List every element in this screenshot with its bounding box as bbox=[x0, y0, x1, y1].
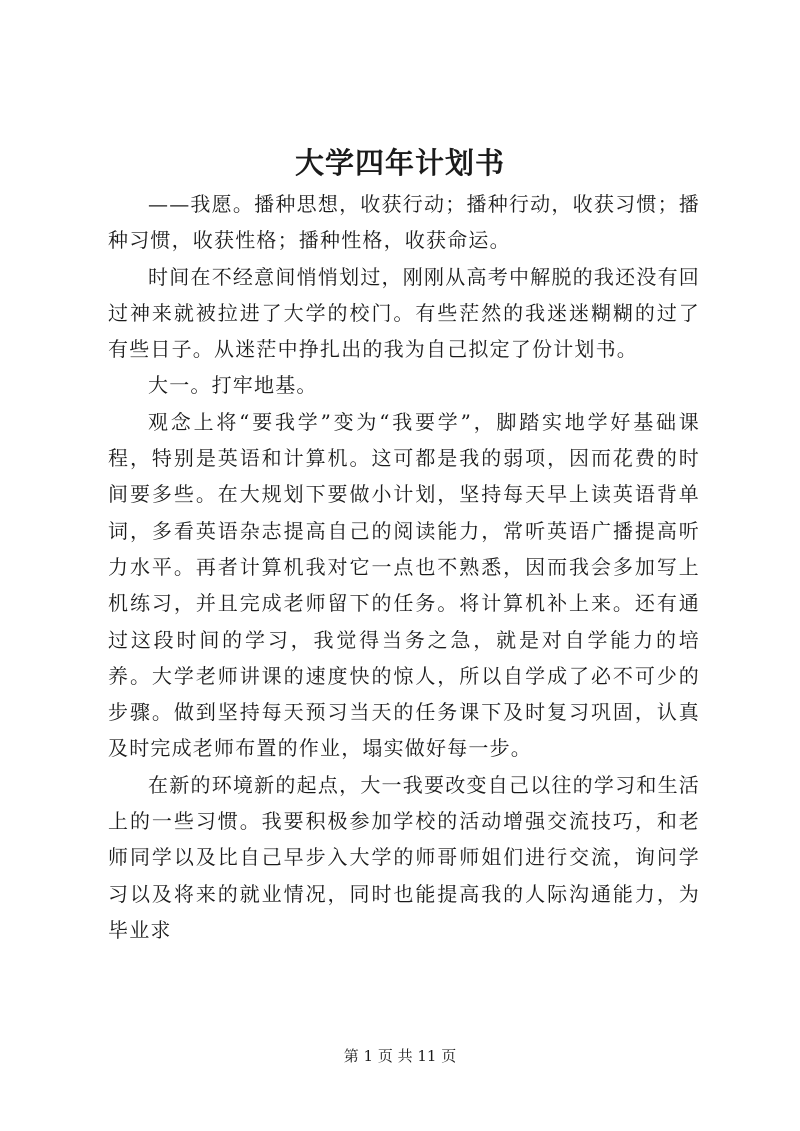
document-title: 大学四年计划书 bbox=[294, 146, 505, 180]
document-body bbox=[108, 186, 700, 948]
paragraph-habits: 在新的环境新的起点，大一我要改变自己以往的学习和生活上的一些习惯。我要积极参加学校的活动增强交流技巧，和老师同学以及比自己早步入大学的师哥师姐们进行交流，询问学习以及将来的就业情况，同时也能提高我的人际沟通能力，为毕业求 bbox=[108, 772, 700, 942]
paragraph-epigraph: ——我愿。播种思想，收获行动；播种行动，收获习惯；播种习惯，收获性格；播种性格，收获命运。 bbox=[108, 192, 700, 253]
page-number-footer: 第 1 页 共 11 页 bbox=[343, 1047, 457, 1065]
paragraph-intro: 时间在不经意间悄悄划过，刚刚从高考中解脱的我还没有回过神来就被拉进了大学的校门。有些茫然的我迷迷糊糊的过了有些日子。从迷茫中挣扎出的我为自己拟定了份计划书。 bbox=[108, 264, 700, 362]
paragraph-section-heading: 大一。打牢地基。 bbox=[148, 373, 318, 398]
paragraph-study-plan: 观念上将“要我学”变为“我要学”，脚踏实地学好基础课程，特别是英语和计算机。这可都是我的弱项，因而花费的时间要多些。在大规划下要做小计划，坚持每天早上读英语背单词，多看英语杂志提高自己的阅读能力，常听英语广播提高听力水平。再者计算机我对它一点也不熟悉，因而我会多加写上机练习，并且完成老师留下的任务。将计算机补上来。还有通过这段时间的学习，我觉得当务之急，就是对自学能力的培养。大学老师讲课的速度快的惊人，所以自学成了必不可少的步骤。做到坚持每天预习当天的任务课下及时复习巩固，认真及时完成老师布置的作业，塌实做好每一步。 bbox=[108, 409, 700, 761]
